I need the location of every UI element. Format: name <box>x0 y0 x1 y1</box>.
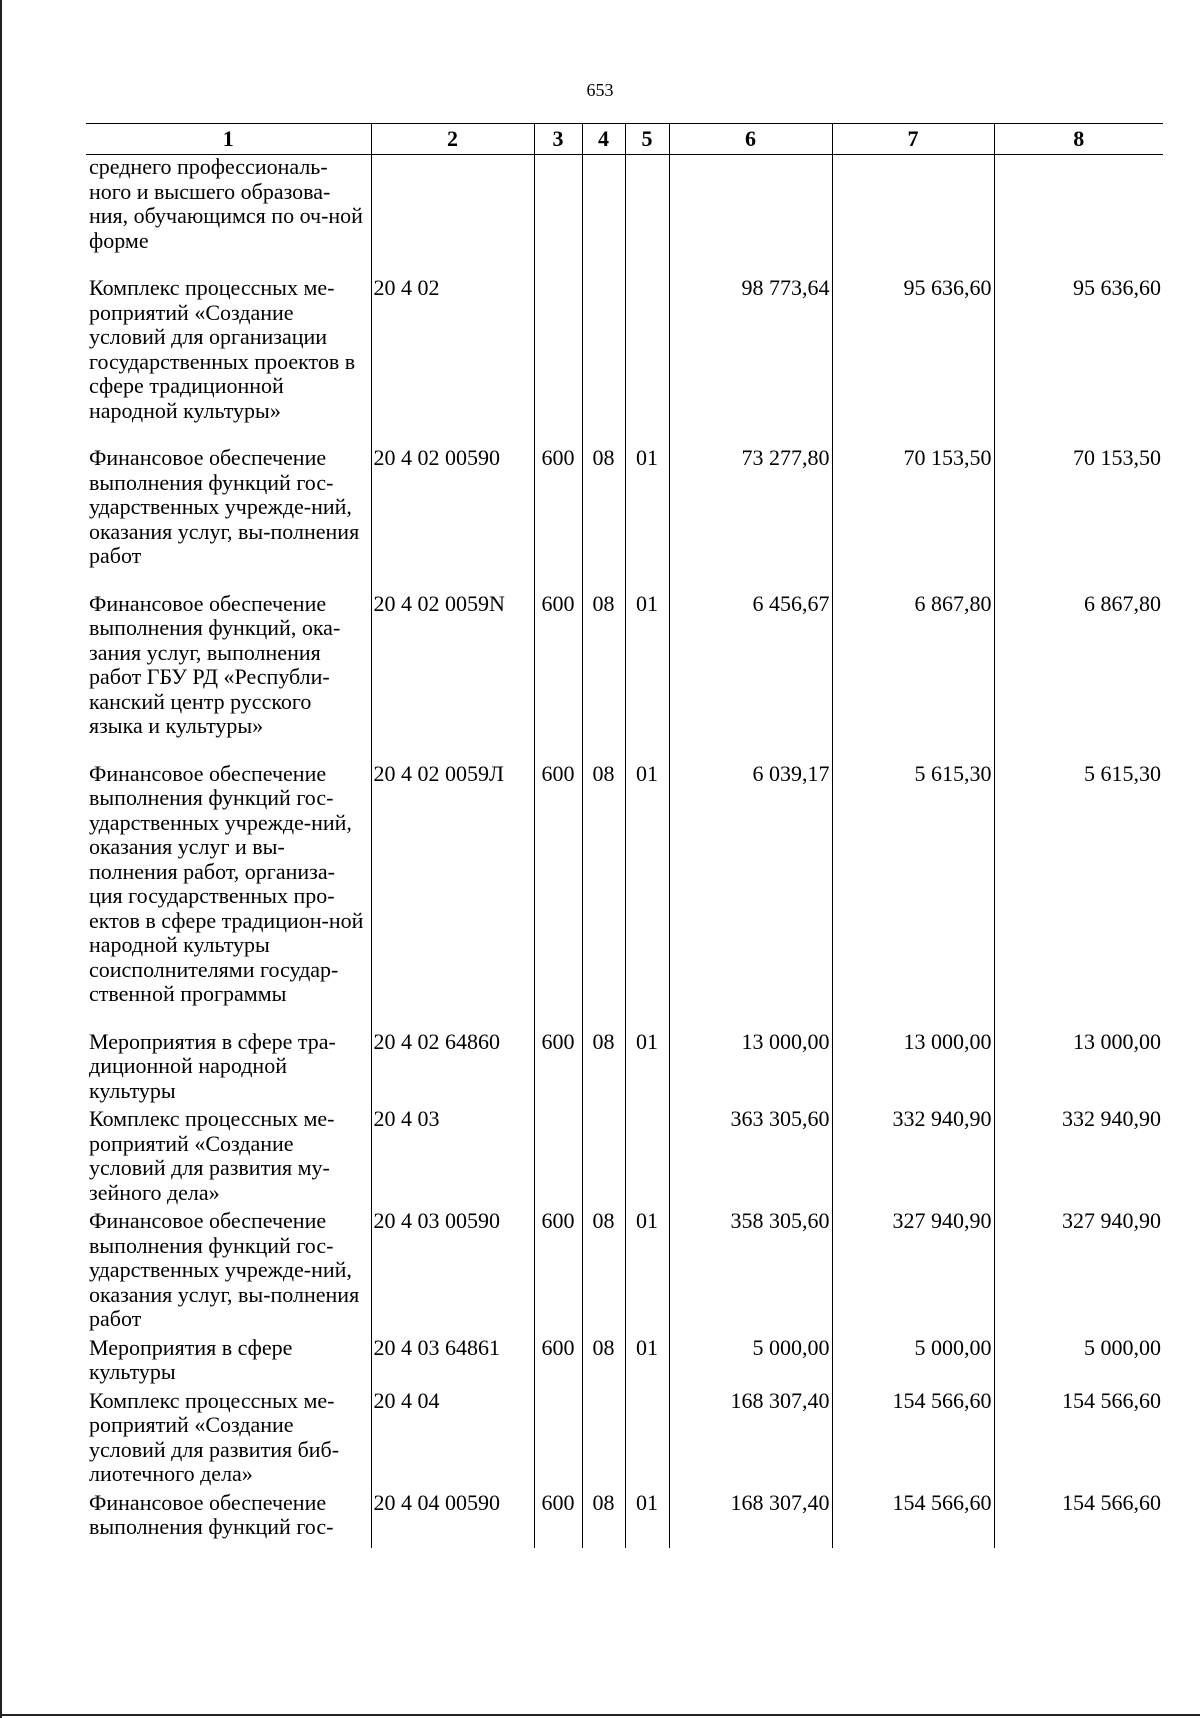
table-row <box>86 1491 1163 1548</box>
row-code: 20 4 02 0059Л <box>371 762 534 1030</box>
row-col-5: 01 <box>625 1030 669 1108</box>
row-description: Финансовое обеспечение выполнения функций гос- <box>89 1489 334 1539</box>
table-row <box>86 762 1163 1030</box>
page-frame-bottom-edge <box>0 1714 1200 1716</box>
table-row <box>86 1030 1163 1108</box>
row-col-3 <box>534 1389 582 1491</box>
row-code: 20 4 03 64861 <box>371 1336 534 1389</box>
row-amount-col-7: 6 867,80 <box>832 592 994 762</box>
row-description: Комплекс процессных ме-роприятий «Создание условий для организации государственных проектов в сфере традиционной народной культуры» <box>89 275 356 423</box>
row-description: Мероприятия в сфере культуры <box>89 1334 293 1384</box>
column-header-1: 1 <box>86 124 371 155</box>
table-row <box>86 155 1163 277</box>
row-amount-col-8: 154 566,60 <box>994 1491 1163 1548</box>
row-amount-col-8: 6 867,80 <box>994 592 1163 762</box>
row-col-3 <box>534 276 582 446</box>
row-amount-col-8: 327 940,90 <box>994 1209 1163 1336</box>
row-col-3 <box>534 155 582 277</box>
row-col-5 <box>625 1107 669 1209</box>
row-col-4: 08 <box>582 592 625 762</box>
row-description: Финансовое обеспечение выполнения функций гос-ударственных учрежде-ний, оказания услуг и вы-полнения работ, организа-ция государственных про-ектов в сфере традицион-ной народной культуры соисполнителями государ-ственной программы <box>89 760 364 1006</box>
row-amount-col-6: 168 307,40 <box>669 1389 832 1491</box>
row-amount-col-7: 13 000,00 <box>832 1030 994 1108</box>
column-header-5: 5 <box>625 124 669 155</box>
row-code: 20 4 04 <box>371 1389 534 1491</box>
table-row <box>86 1209 1163 1336</box>
row-amount-col-7: 327 940,90 <box>832 1209 994 1336</box>
table-row <box>86 446 1163 592</box>
row-amount-col-7: 95 636,60 <box>832 276 994 446</box>
row-col-5: 01 <box>625 1336 669 1389</box>
table-body <box>86 155 1163 1548</box>
row-description: Комплекс процессных ме-роприятий «Создание условий для развития биб-лиотечного дела» <box>89 1387 340 1486</box>
table-row <box>86 276 1163 446</box>
row-col-5 <box>625 1389 669 1491</box>
column-header-8: 8 <box>994 124 1163 155</box>
budget-table <box>86 123 1163 1548</box>
row-description: Финансовое обеспечение выполнения функций, ока-зания услуг, выполнения работ ГБУ РД «Республи-канский центр русского языка и культуры» <box>89 590 341 738</box>
row-amount-col-8: 332 940,90 <box>994 1107 1163 1209</box>
row-description: Мероприятия в сфере тра-диционной народной культуры <box>89 1028 336 1103</box>
row-col-3: 600 <box>534 762 582 1030</box>
row-amount-col-7: 154 566,60 <box>832 1491 994 1548</box>
row-description: среднего профессиональ-ного и высшего образова-ния, обучающимся по оч-ной форме <box>89 154 363 253</box>
row-col-4 <box>582 155 625 277</box>
row-description: Комплекс процессных ме-роприятий «Создание условий для развития му-зейного дела» <box>89 1106 335 1205</box>
row-col-3: 600 <box>534 1030 582 1108</box>
row-description: Финансовое обеспечение выполнения функций гос-ударственных учрежде-ний, оказания услуг, вы-полнения работ <box>89 445 360 568</box>
row-col-5: 01 <box>625 762 669 1030</box>
row-amount-col-7: 70 153,50 <box>832 446 994 592</box>
page-number: 653 <box>586 80 614 100</box>
row-code: 20 4 02 00590 <box>371 446 534 592</box>
row-col-3 <box>534 1107 582 1209</box>
row-amount-col-8: 5 000,00 <box>994 1336 1163 1389</box>
row-amount-col-6: 73 277,80 <box>669 446 832 592</box>
row-col-4: 08 <box>582 1030 625 1108</box>
row-amount-col-6: 168 307,40 <box>669 1491 832 1548</box>
row-code: 20 4 04 00590 <box>371 1491 534 1548</box>
row-col-5: 01 <box>625 446 669 592</box>
row-col-4: 08 <box>582 762 625 1030</box>
row-col-4 <box>582 1389 625 1491</box>
column-header-7: 7 <box>832 124 994 155</box>
row-col-4: 08 <box>582 446 625 592</box>
row-col-5: 01 <box>625 1209 669 1336</box>
row-amount-col-8 <box>994 155 1163 277</box>
row-code: 20 4 02 0059N <box>371 592 534 762</box>
table-row <box>86 1336 1163 1389</box>
row-amount-col-7: 332 940,90 <box>832 1107 994 1209</box>
table-row <box>86 592 1163 762</box>
row-amount-col-6: 6 039,17 <box>669 762 832 1030</box>
row-code: 20 4 03 00590 <box>371 1209 534 1336</box>
row-col-3: 600 <box>534 1491 582 1548</box>
row-code: 20 4 02 64860 <box>371 1030 534 1108</box>
row-amount-col-8: 70 153,50 <box>994 446 1163 592</box>
table-row <box>86 1389 1163 1491</box>
row-col-4: 08 <box>582 1209 625 1336</box>
row-col-3: 600 <box>534 1209 582 1336</box>
row-amount-col-6: 6 456,67 <box>669 592 832 762</box>
row-col-4 <box>582 1107 625 1209</box>
row-col-4: 08 <box>582 1491 625 1548</box>
row-amount-col-7: 5 615,30 <box>832 762 994 1030</box>
row-amount-col-6: 13 000,00 <box>669 1030 832 1108</box>
row-amount-col-6 <box>669 155 832 277</box>
header-row <box>86 124 1163 155</box>
row-amount-col-8: 13 000,00 <box>994 1030 1163 1108</box>
page-frame-left-edge <box>0 0 2 1718</box>
row-col-5: 01 <box>625 1491 669 1548</box>
column-header-4: 4 <box>582 124 625 155</box>
row-col-5 <box>625 276 669 446</box>
row-col-3: 600 <box>534 592 582 762</box>
row-amount-col-7: 154 566,60 <box>832 1389 994 1491</box>
row-amount-col-7 <box>832 155 994 277</box>
row-amount-col-8: 95 636,60 <box>994 276 1163 446</box>
row-description: Финансовое обеспечение выполнения функций гос-ударственных учрежде-ний, оказания услуг, вы-полнения работ <box>89 1208 360 1331</box>
row-amount-col-8: 5 615,30 <box>994 762 1163 1030</box>
row-col-3: 600 <box>534 446 582 592</box>
row-col-4: 08 <box>582 1336 625 1389</box>
row-code: 20 4 02 <box>371 276 534 446</box>
row-col-3: 600 <box>534 1336 582 1389</box>
column-header-6: 6 <box>669 124 832 155</box>
row-amount-col-6: 98 773,64 <box>669 276 832 446</box>
row-col-5: 01 <box>625 592 669 762</box>
row-amount-col-6: 5 000,00 <box>669 1336 832 1389</box>
row-amount-col-6: 363 305,60 <box>669 1107 832 1209</box>
row-amount-col-6: 358 305,60 <box>669 1209 832 1336</box>
row-amount-col-8: 154 566,60 <box>994 1389 1163 1491</box>
table-row <box>86 1107 1163 1209</box>
column-header-3: 3 <box>534 124 582 155</box>
row-amount-col-7: 5 000,00 <box>832 1336 994 1389</box>
row-code: 20 4 03 <box>371 1107 534 1209</box>
row-col-5 <box>625 155 669 277</box>
row-col-4 <box>582 276 625 446</box>
column-header-2: 2 <box>371 124 534 155</box>
row-code <box>371 155 534 277</box>
